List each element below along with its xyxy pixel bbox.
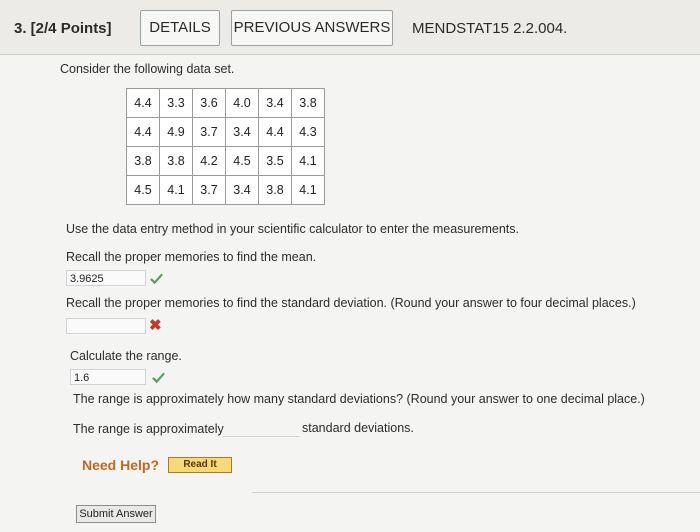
table-row — [127, 118, 325, 147]
instructions-text: Use the data entry method in your scientific calculator to enter the measurements. — [66, 222, 520, 236]
table-cell: 3.4 — [226, 118, 259, 147]
divider — [252, 492, 700, 493]
std-dev-answer-input[interactable] — [66, 318, 146, 334]
mean-answer-input[interactable]: 3.9625 — [66, 270, 146, 286]
mean-prompt: Recall the proper memories to find the mean. — [66, 250, 317, 264]
table-cell: 3.4 — [226, 176, 259, 205]
table-cell: 3.8 — [259, 176, 292, 205]
table-cell: 3.8 — [127, 147, 160, 176]
range-sd-answer-input[interactable] — [223, 421, 299, 437]
table-cell: 4.4 — [127, 118, 160, 147]
question-number: 3. [2/4 Points] — [14, 20, 112, 37]
table-cell: 4.4 — [259, 118, 292, 147]
need-help-label: Need Help? — [82, 457, 160, 473]
assignment-code: MENDSTAT15 2.2.004. — [412, 20, 568, 37]
table-row — [127, 147, 325, 176]
question-header — [0, 0, 700, 55]
table-cell: 4.1 — [292, 147, 325, 176]
correct-check-icon — [150, 272, 163, 285]
table-cell: 4.5 — [127, 176, 160, 205]
table-cell: 4.2 — [193, 147, 226, 176]
incorrect-x-icon: ✖ — [149, 317, 162, 334]
table-cell: 4.5 — [226, 147, 259, 176]
table-cell: 4.3 — [292, 118, 325, 147]
previous-answers-button[interactable]: PREVIOUS ANSWERS — [231, 10, 393, 46]
std-dev-prompt: Recall the proper memories to find the standard deviation. (Round your answer to four decimal places.) — [66, 296, 636, 310]
table-cell: 4.9 — [160, 118, 193, 147]
read-it-button[interactable]: Read It — [168, 457, 232, 473]
table-cell: 3.5 — [259, 147, 292, 176]
table-cell: 4.1 — [292, 176, 325, 205]
range-sd-prompt: The range is approximately how many standard deviations? (Round your answer to one decimal place.) — [73, 392, 645, 406]
details-button[interactable]: DETAILS — [140, 10, 220, 46]
table-cell: 3.7 — [193, 176, 226, 205]
submit-answer-button[interactable]: Submit Answer — [76, 505, 156, 523]
table-cell: 3.6 — [193, 89, 226, 118]
table-row — [127, 89, 325, 118]
intro-text: Consider the following data set. — [60, 62, 235, 76]
range-sd-prefix: The range is approximately — [73, 422, 224, 436]
table-cell: 4.4 — [127, 89, 160, 118]
range-prompt: Calculate the range. — [70, 349, 182, 363]
table-cell: 3.7 — [193, 118, 226, 147]
table-row — [127, 176, 325, 205]
table-cell: 3.4 — [259, 89, 292, 118]
table-cell: 4.0 — [226, 89, 259, 118]
table-cell: 3.3 — [160, 89, 193, 118]
correct-check-icon — [152, 371, 165, 384]
range-answer-input[interactable]: 1.6 — [70, 369, 146, 385]
table-cell: 3.8 — [292, 89, 325, 118]
range-sd-suffix: standard deviations. — [302, 421, 414, 435]
table-cell: 4.1 — [160, 176, 193, 205]
table-cell: 3.8 — [160, 147, 193, 176]
data-table — [126, 88, 325, 205]
